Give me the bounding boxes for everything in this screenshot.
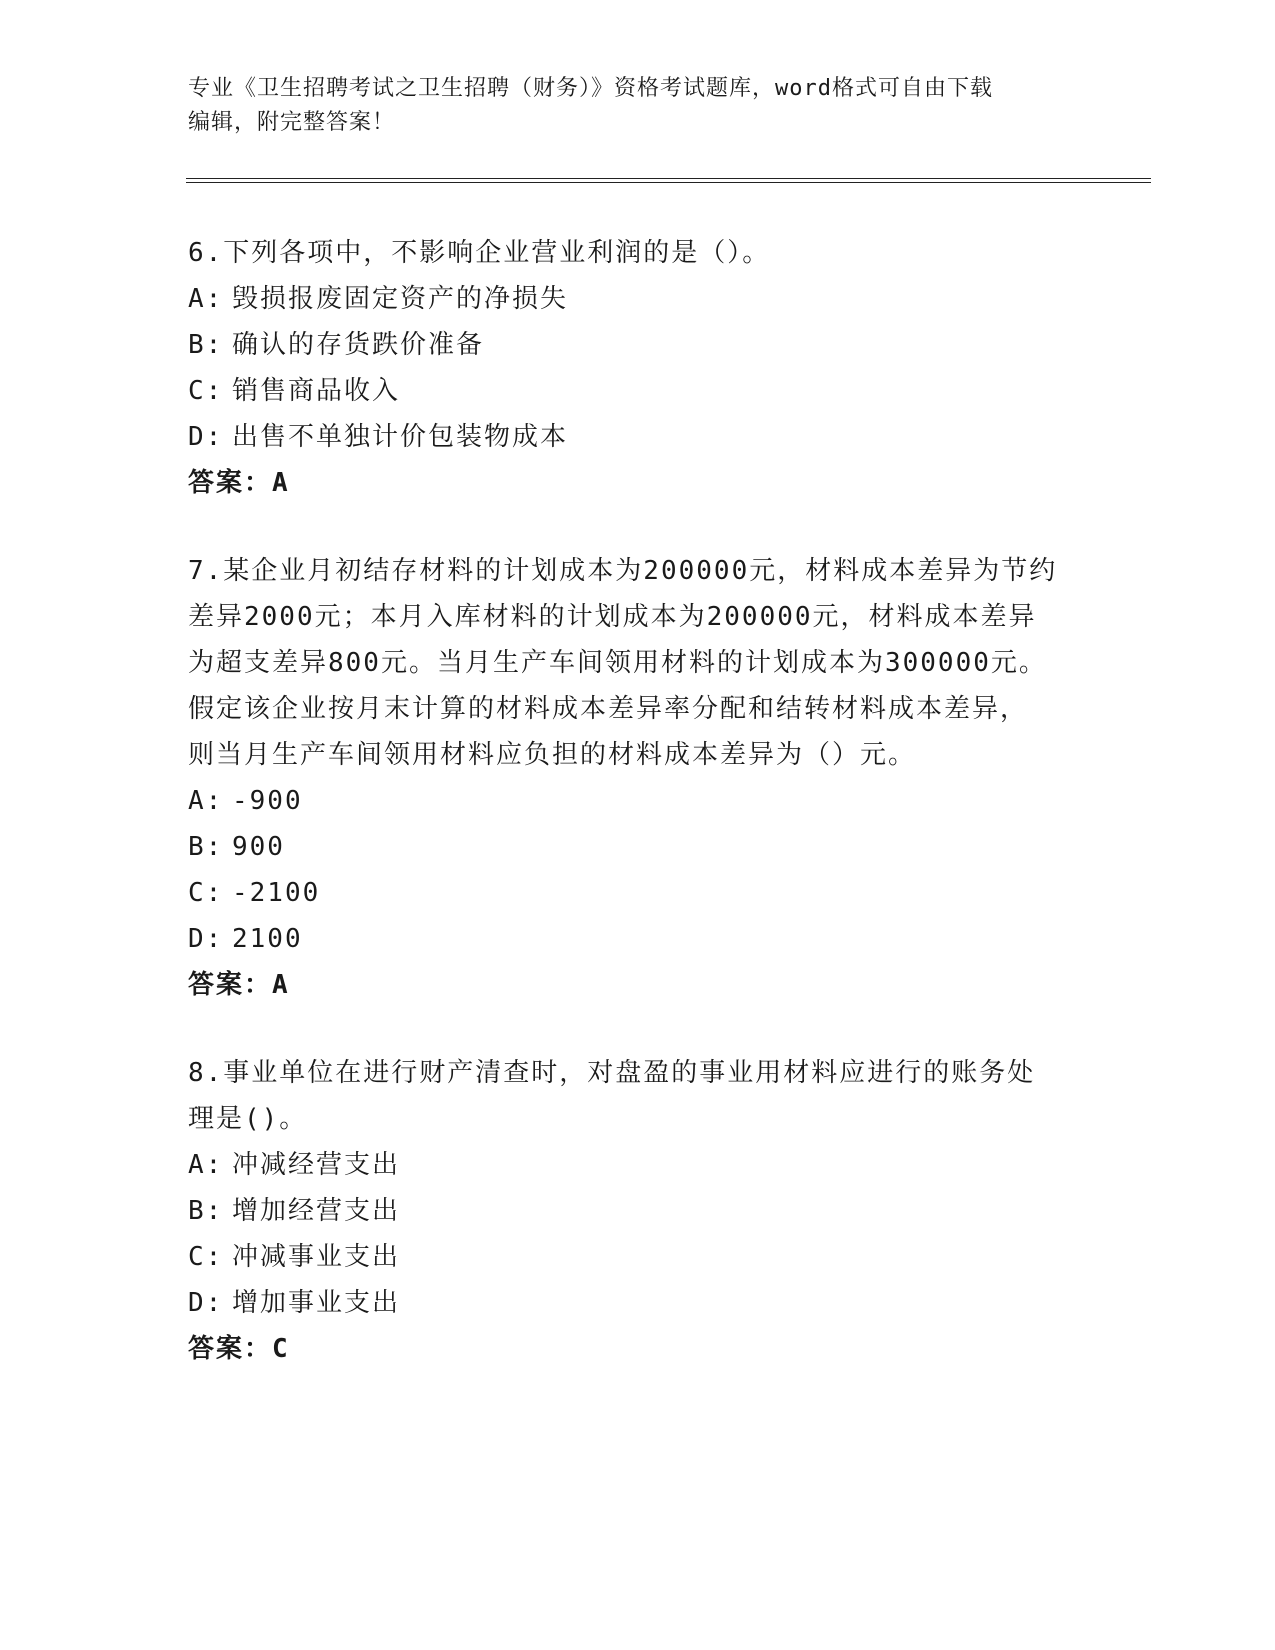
option-text: 毁损报废固定资产的净损失: [232, 284, 569, 314]
question-stem-line: 假定该企业按月末计算的材料成本差异率分配和结转材料成本差异，: [188, 694, 1029, 724]
question-stem-line: 7.某企业月初结存材料的计划成本为200000元，材料成本差异为节约: [188, 556, 1058, 586]
option-letter: A:: [188, 1150, 224, 1180]
question-stem-line: 理是()。: [188, 1104, 308, 1134]
option-text: 销售商品收入: [232, 376, 401, 406]
header-divider-top: [186, 178, 1151, 179]
option-text: 增加事业支出: [232, 1288, 401, 1318]
option-b: [188, 322, 1088, 368]
answer-line: 答案：A: [188, 970, 290, 1000]
option-letter: C:: [188, 376, 224, 406]
option-letter: A:: [188, 284, 224, 314]
option-d: [188, 414, 1088, 460]
header-divider-bottom: [186, 182, 1151, 183]
option-c: [188, 870, 1088, 916]
option-text: 出售不单独计价包装物成本: [232, 422, 569, 452]
option-text: -2100: [232, 878, 321, 908]
option-letter: C:: [188, 878, 224, 908]
question-stem-line: 则当月生产车间领用材料应负担的材料成本差异为（）元。: [188, 740, 917, 770]
option-a: [188, 778, 1088, 824]
header-line-1: 专业《卫生招聘考试之卫生招聘（财务）》资格考试题库，word格式可自由下载: [188, 76, 993, 101]
header-line-2: 编辑，附完整答案！: [188, 110, 396, 135]
option-c: [188, 368, 1088, 414]
question-7: [188, 548, 1088, 1008]
option-letter: D:: [188, 924, 224, 954]
option-c: [188, 1234, 1088, 1280]
question-6: [188, 230, 1088, 506]
option-text: 900: [232, 832, 285, 862]
option-text: 确认的存货跌价准备: [232, 330, 485, 360]
option-letter: B:: [188, 330, 224, 360]
question-stem-line: 8.事业单位在进行财产清查时，对盘盈的事业用材料应进行的账务处: [188, 1058, 1036, 1088]
option-a: [188, 276, 1088, 322]
option-text: 冲减事业支出: [232, 1242, 401, 1272]
question-stem-line: 6.下列各项中，不影响企业营业利润的是（）。: [188, 238, 771, 268]
option-letter: A:: [188, 786, 224, 816]
answer-line: 答案：A: [188, 468, 290, 498]
question-stem-line: 差异2000元；本月入库材料的计划成本为200000元，材料成本差异: [188, 602, 1037, 632]
question-list: [188, 230, 1088, 1414]
option-letter: C:: [188, 1242, 224, 1272]
option-text: 增加经营支出: [232, 1196, 401, 1226]
option-letter: D:: [188, 422, 224, 452]
option-a: [188, 1142, 1088, 1188]
option-letter: B:: [188, 832, 224, 862]
option-text: -900: [232, 786, 303, 816]
question-8: [188, 1050, 1088, 1372]
answer-line: 答案：C: [188, 1334, 290, 1364]
option-text: 2100: [232, 924, 303, 954]
option-d: [188, 916, 1088, 962]
option-b: [188, 1188, 1088, 1234]
option-letter: D:: [188, 1288, 224, 1318]
option-d: [188, 1280, 1088, 1326]
option-text: 冲减经营支出: [232, 1150, 401, 1180]
document-header: [188, 72, 1068, 140]
question-stem-line: 为超支差异800元。当月生产车间领用材料的计划成本为300000元。: [188, 648, 1047, 678]
option-b: [188, 824, 1088, 870]
option-letter: B:: [188, 1196, 224, 1226]
